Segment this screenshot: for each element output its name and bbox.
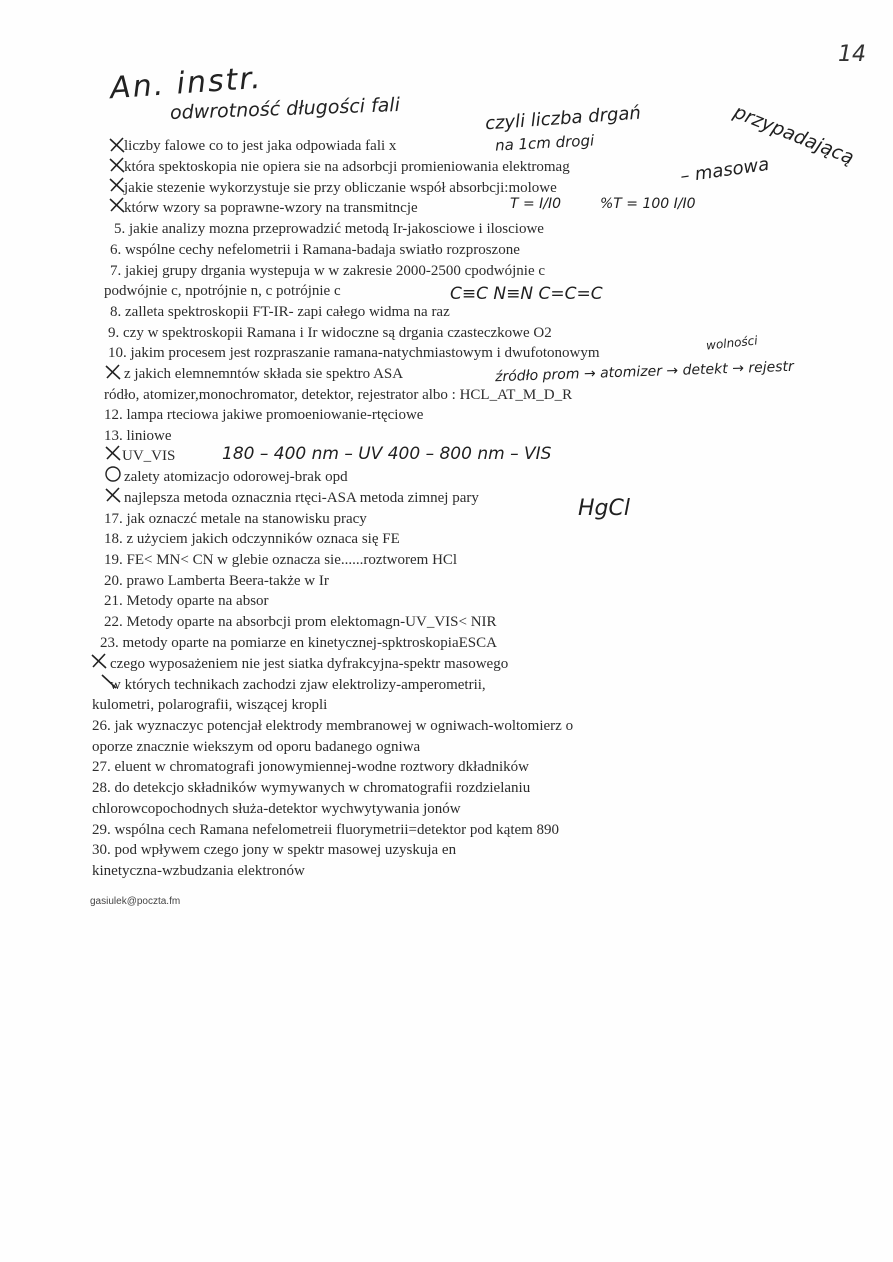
question-line: ródło, atomizer,monochromator, detektor, rejestrator albo : HCL_AT_M_D_R xyxy=(104,387,573,403)
question-line: 17. jak oznaczć metale na stanowisku pracy xyxy=(104,511,367,527)
handwritten-note: – masowa xyxy=(678,153,771,188)
question-line: czego wyposażeniem nie jest siatka dyfrakcyjna-spektr masowego xyxy=(110,656,509,672)
crossout-mark xyxy=(90,652,108,670)
handwritten-note: C≡C N≡N C=C=C xyxy=(450,284,603,304)
header-title: An. instr. xyxy=(108,60,264,107)
question-line: 10. jakim procesem jest rozpraszanie ramana-natychmiastowym i dwufotonowym xyxy=(108,345,600,361)
page-number: 14 xyxy=(838,42,866,67)
handwritten-note: źródło prom → atomizer → detekt → rejestr xyxy=(494,358,795,386)
question-line: kulometri, polarografii, wiszącej kropli xyxy=(92,697,328,713)
handwritten-note: na 1cm drogi xyxy=(494,131,595,155)
question-line: podwójnie c, npotrójnie n, c potrójnie c xyxy=(104,283,341,299)
question-line: która spektoskopia nie opiera sie na adsorbcji promieniowania elektromag xyxy=(124,159,570,175)
handwritten-note: %T = 100 I/I0 xyxy=(600,196,696,212)
question-line: w których technikach zachodzi zjaw elektrolizy-amperometrii, xyxy=(110,677,486,693)
question-line: 28. do detekcjo składników wymywanych w chromatografii rozdzielaniu xyxy=(92,780,531,796)
question-line: 12. lampa rteciowa jakiwe promoeniowanie-rtęciowe xyxy=(104,407,424,423)
question-line: 5. jakie analizy mozna przeprowadzić metodą Ir-jakosciowe i ilosciowe xyxy=(114,221,544,237)
question-line: 6. wspólne cechy nefelometrii i Ramana-badaja swiatło rozproszone xyxy=(110,242,520,258)
question-line: 13. liniowe xyxy=(104,428,172,444)
question-line: 30. pod wpływem czego jony w spektr masowej uzyskuja en xyxy=(92,842,457,858)
question-line: z jakich elemnemntów składa sie spektro ASA xyxy=(124,366,404,382)
question-line: UV_VIS xyxy=(122,448,176,464)
question-line: oporze znacznie wiekszym od oporu badanego ogniwa xyxy=(92,739,421,755)
question-line: którw wzory sa poprawne-wzory na transmitncje xyxy=(124,200,418,216)
question-line: 27. eluent w chromatografi jonowymiennej-wodne roztwory dkładników xyxy=(92,759,529,775)
crossout-mark xyxy=(104,465,122,483)
question-line: 9. czy w spektroskopii Ramana i Ir widoczne są drgania czasteczkowe O2 xyxy=(108,325,552,341)
crossout-mark xyxy=(104,363,122,381)
question-line: 22. Metody oparte na absorbcji prom elektomagn-UV_VIS< NIR xyxy=(104,614,497,630)
question-line: 7. jakiej grupy drgania wystepuja w w zakresie 2000-2500 cpodwójnie c xyxy=(110,263,546,279)
question-line: 21. Metody oparte na absor xyxy=(104,593,269,609)
question-line: chlorowcopochodnych służa-detektor wychwytywania jonów xyxy=(92,801,461,817)
question-line: 26. jak wyznaczyc potencjał elektrody membranowej w ogniwach-woltomierz o xyxy=(92,718,574,734)
author-email: gasiulek@poczta.fm xyxy=(90,896,181,907)
question-line: zalety atomizacjo odorowej-brak opd xyxy=(124,469,348,485)
handwritten-note: T = I/I0 xyxy=(510,196,562,212)
question-line: kinetyczna-wzbudzania elektronów xyxy=(92,863,305,879)
question-line: 29. wspólna cech Ramana nefelometreii fluorymetrii=detektor pod kątem 890 xyxy=(92,822,560,838)
question-line: 23. metody oparte na pomiarze en kinetycznej-spktroskopiaESCA xyxy=(100,635,497,651)
handwritten-note: czyli liczba drgań xyxy=(484,102,642,135)
handwritten-note: przypadającą xyxy=(730,100,857,170)
question-line: 19. FE< MN< CN w glebie oznacza sie......roztworem HCl xyxy=(104,552,458,568)
handwritten-note: wolności xyxy=(705,333,759,353)
question-line: 18. z użyciem jakich odczynników oznaca się FE xyxy=(104,531,400,547)
crossout-mark xyxy=(104,444,122,462)
question-line: 20. prawo Lamberta Beera-także w Ir xyxy=(104,573,329,589)
header-subtitle: odwrotność długości fali xyxy=(169,93,401,125)
crossout-mark xyxy=(104,486,122,504)
question-line: 8. zalleta spektroskopii FT-IR- zapi całego widma na raz xyxy=(110,304,450,320)
question-line: liczby falowe co to jest jaka odpowiada fali x xyxy=(124,138,397,154)
question-line: jakie stezenie wykorzystuje sie przy obliczanie współ absorbcji:molowe xyxy=(124,180,557,196)
handwritten-note: 180 – 400 nm – UV 400 – 800 nm – VIS xyxy=(222,444,552,464)
question-line: najlepsza metoda oznacznia rtęci-ASA metoda zimnej pary xyxy=(124,490,479,506)
handwritten-note: HgCl xyxy=(578,496,630,521)
